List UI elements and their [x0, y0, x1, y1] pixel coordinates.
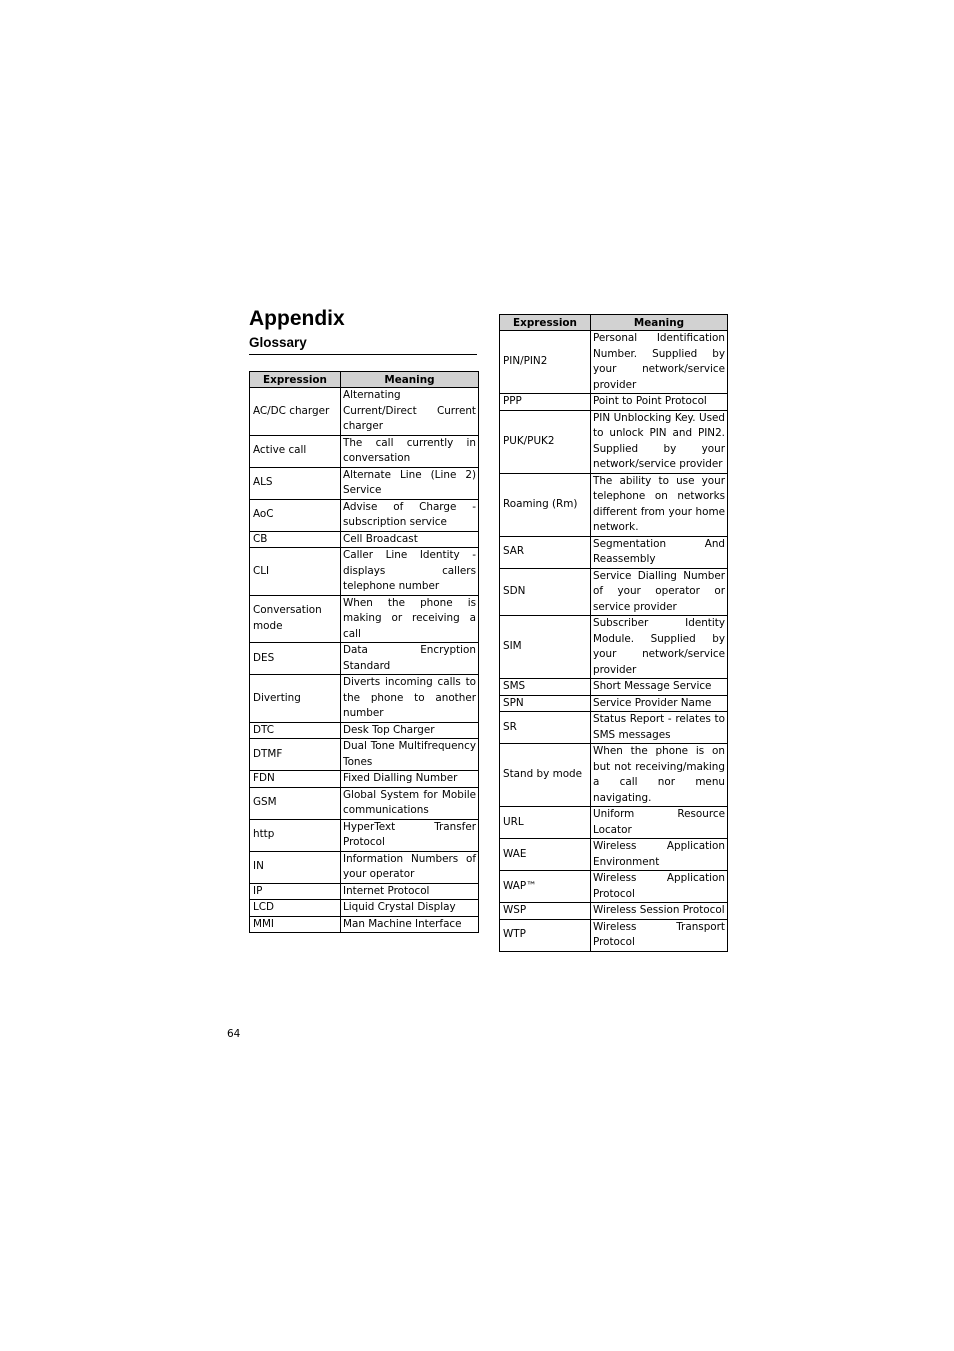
expression-cell: PUK/PUK2	[500, 410, 591, 473]
meaning-cell: Global System for Mobile communications	[341, 787, 479, 819]
table-row	[250, 900, 479, 917]
meaning-cell: Information Numbers of your operator	[341, 851, 479, 883]
expression-cell: WTP	[500, 919, 591, 951]
expression-cell: AoC	[250, 499, 341, 531]
meaning-cell: Alternating Current/Direct Current charger	[341, 388, 479, 436]
table-row	[500, 712, 728, 744]
expression-cell: FDN	[250, 771, 341, 788]
expression-cell: SDN	[500, 568, 591, 616]
expression-cell: CLI	[250, 548, 341, 596]
table-row	[500, 871, 728, 903]
table-row	[250, 595, 479, 643]
table-row	[500, 695, 728, 712]
meaning-cell: Caller Line Identity - displays callers telephone number	[341, 548, 479, 596]
table-row	[250, 883, 479, 900]
table-header-row	[500, 315, 728, 331]
table-row	[250, 771, 479, 788]
table-row	[500, 839, 728, 871]
meaning-cell: Alternate Line (Line 2) Service	[341, 467, 479, 499]
glossary-table-left	[249, 371, 479, 933]
table-row	[250, 675, 479, 723]
meaning-cell: Data Encryption Standard	[341, 643, 479, 675]
meaning-cell: Point to Point Protocol	[591, 394, 728, 411]
table-row	[250, 435, 479, 467]
table-row	[250, 819, 479, 851]
meaning-cell: The ability to use your telephone on networks different from your home network.	[591, 473, 728, 536]
table-row	[500, 473, 728, 536]
column-header-expression: Expression	[500, 315, 591, 331]
expression-cell: SMS	[500, 679, 591, 696]
expression-cell: DTC	[250, 722, 341, 739]
meaning-cell: When the phone is on but not receiving/making a call nor menu navigating.	[591, 744, 728, 807]
expression-cell: MMI	[250, 916, 341, 933]
meaning-cell: Advise of Charge - subscription service	[341, 499, 479, 531]
expression-cell: SPN	[500, 695, 591, 712]
meaning-cell: Diverts incoming calls to the phone to another number	[341, 675, 479, 723]
expression-cell: URL	[500, 807, 591, 839]
table-row	[250, 851, 479, 883]
table-row	[500, 536, 728, 568]
column-header-expression: Expression	[250, 372, 341, 388]
expression-cell: SAR	[500, 536, 591, 568]
table-row	[500, 616, 728, 679]
meaning-cell: Wireless Session Protocol	[591, 903, 728, 920]
meaning-cell: When the phone is making or receiving a call	[341, 595, 479, 643]
expression-cell: SR	[500, 712, 591, 744]
section-title: Glossary	[249, 334, 477, 355]
meaning-cell: Uniform Resource Locator	[591, 807, 728, 839]
column-header-meaning: Meaning	[591, 315, 728, 331]
expression-cell: IN	[250, 851, 341, 883]
table-row	[500, 679, 728, 696]
expression-cell: DES	[250, 643, 341, 675]
table-row	[500, 919, 728, 951]
table-row	[500, 807, 728, 839]
table-row	[500, 744, 728, 807]
expression-cell: IP	[250, 883, 341, 900]
expression-cell: DTMF	[250, 739, 341, 771]
expression-cell: Active call	[250, 435, 341, 467]
meaning-cell: Status Report - relates to SMS messages	[591, 712, 728, 744]
meaning-cell: PIN Unblocking Key. Used to unlock PIN and PIN2. Supplied by your network/service provider	[591, 410, 728, 473]
meaning-cell: Man Machine Interface	[341, 916, 479, 933]
expression-cell: AC/DC charger	[250, 388, 341, 436]
meaning-cell: Subscriber Identity Module. Supplied by your network/service provider	[591, 616, 728, 679]
table-row	[250, 643, 479, 675]
meaning-cell: Short Message Service	[591, 679, 728, 696]
meaning-cell: Liquid Crystal Display	[341, 900, 479, 917]
meaning-cell: Wireless Transport Protocol	[591, 919, 728, 951]
table-row	[250, 916, 479, 933]
page-number: 64	[227, 1028, 241, 1040]
meaning-cell: Desk Top Charger	[341, 722, 479, 739]
expression-cell: Conversation mode	[250, 595, 341, 643]
table-row	[500, 410, 728, 473]
expression-cell: WAE	[500, 839, 591, 871]
table-row	[500, 568, 728, 616]
expression-cell: GSM	[250, 787, 341, 819]
table-row	[500, 903, 728, 920]
table-row	[250, 787, 479, 819]
table-row	[250, 739, 479, 771]
column-header-meaning: Meaning	[341, 372, 479, 388]
expression-cell: CB	[250, 531, 341, 548]
meaning-cell: Service Dialling Number of your operator or service provider	[591, 568, 728, 616]
meaning-cell: Service Provider Name	[591, 695, 728, 712]
meaning-cell: Wireless Application Environment	[591, 839, 728, 871]
expression-cell: PPP	[500, 394, 591, 411]
table-row	[250, 531, 479, 548]
table-row	[250, 548, 479, 596]
expression-cell: WAP™	[500, 871, 591, 903]
expression-cell: LCD	[250, 900, 341, 917]
glossary-table-right	[499, 314, 728, 952]
table-row	[250, 499, 479, 531]
page-title: Appendix	[249, 307, 345, 330]
meaning-cell: Dual Tone Multifrequency Tones	[341, 739, 479, 771]
meaning-cell: Cell Broadcast	[341, 531, 479, 548]
meaning-cell: The call currently in conversation	[341, 435, 479, 467]
expression-cell: Diverting	[250, 675, 341, 723]
meaning-cell: Internet Protocol	[341, 883, 479, 900]
meaning-cell: Fixed Dialling Number	[341, 771, 479, 788]
expression-cell: Stand by mode	[500, 744, 591, 807]
table-row	[250, 722, 479, 739]
expression-cell: PIN/PIN2	[500, 331, 591, 394]
expression-cell: SIM	[500, 616, 591, 679]
meaning-cell: Personal Identification Number. Supplied by your network/service provider	[591, 331, 728, 394]
expression-cell: ALS	[250, 467, 341, 499]
meaning-cell: HyperText Transfer Protocol	[341, 819, 479, 851]
expression-cell: http	[250, 819, 341, 851]
expression-cell: Roaming (Rm)	[500, 473, 591, 536]
table-row	[500, 331, 728, 394]
expression-cell: WSP	[500, 903, 591, 920]
meaning-cell: Segmentation And Reassembly	[591, 536, 728, 568]
table-row	[500, 394, 728, 411]
table-row	[250, 388, 479, 436]
table-row	[250, 467, 479, 499]
meaning-cell: Wireless Application Protocol	[591, 871, 728, 903]
table-header-row	[250, 372, 479, 388]
